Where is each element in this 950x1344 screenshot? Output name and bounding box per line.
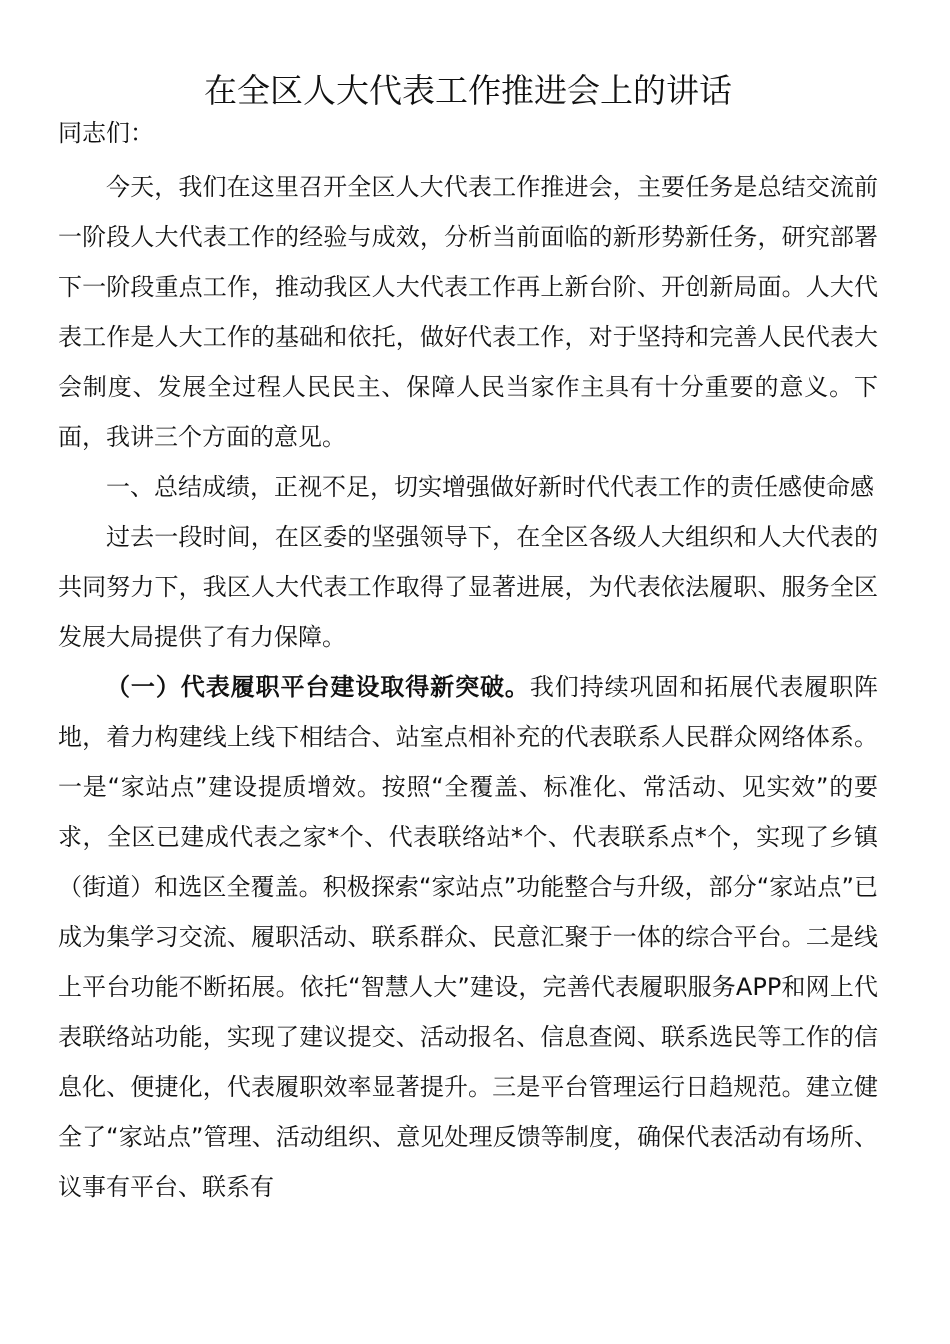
intro-paragraph: 今天，我们在这里召开全区人大代表工作推进会，主要任务是总结交流前一阶段人大代表工作的经验与成效，分析当前面临的新形势新任务，研究部署下一阶段重点工作，推动我区人大代表工作再上新台阶、开创新局面。人大代表工作是人大工作的基础和依托，做好代表工作，对于坚持和完善人民代表大会制度、发展全过程人民民主、保障人民当家作主具有十分重要的意义。下面，我讲三个方面的意见。	[58, 173, 878, 451]
subsection-1-body: 我们持续巩固和拓展代表履职阵地，着力构建线上线下相结合、站室点相补充的代表联系人民群众网络体系。一是“家站点”建设提质增效。按照“全覆盖、标准化、常活动、见实效”的要求，全区已建成代表之家*个、代表联络站*个、代表联系点*个，实现了乡镇（街道）和选区全覆盖。积极探索“家站点”功能整合与升级，部分“家站点”已成为集学习交流、履职活动、联系群众、民意汇聚于一体的综合平台。二是线上平台功能不断拓展。依托“智慧人大”建设，完善代表履职服务APP和网上代表联络站功能，实现了建议提交、活动报名、信息查阅、联系选民等工作的信息化、便捷化，代表履职效率显著提升。三是平台管理运行日趋规范。建立健全了“家站点”管理、活动组织、意见处理反馈等制度，确保代表活动有场所、议事有平台、联系有	[58, 673, 879, 1201]
section-1-intro-paragraph: 过去一段时间，在区委的坚强领导下，在全区各级人大组织和人大代表的共同努力下，我区人大代表工作取得了显著进展，为代表依法履职、服务全区发展大局提供了有力保障。	[58, 523, 878, 651]
subsection-1-paragraph	[58, 662, 878, 1212]
section-heading-1: 一、总结成绩，正视不足，切实增强做好新时代代表工作的责任感使命感	[106, 473, 874, 501]
subsection-1-heading: （一）代表履职平台建设取得新突破。	[106, 673, 530, 701]
document-page	[58, 64, 878, 1212]
document-title: 在全区人大代表工作推进会上的讲话	[204, 71, 732, 110]
salutation: 同志们：	[58, 119, 154, 147]
